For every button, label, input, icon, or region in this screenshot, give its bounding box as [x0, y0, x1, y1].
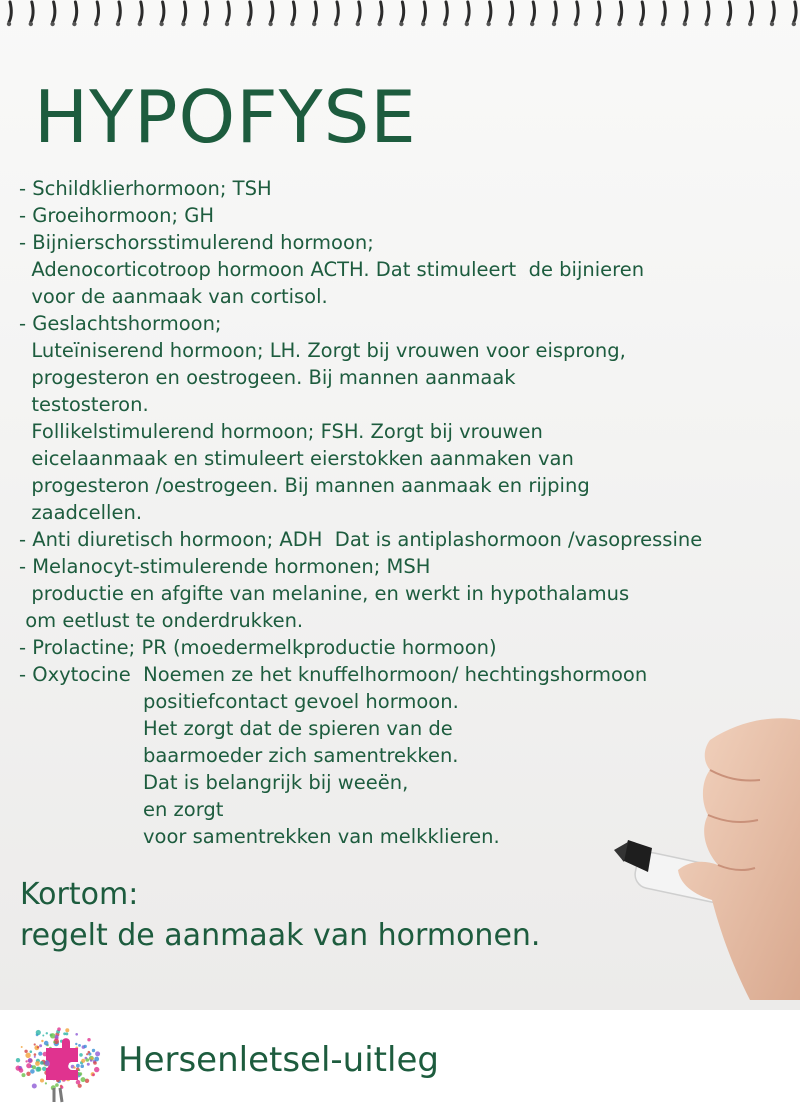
list-line: - Groeihormoon; GH	[19, 204, 214, 227]
list-line: positiefcontact gevoel hormoon.	[19, 690, 459, 713]
list-line: - Prolactine; PR (moedermelkproductie hormoon)	[19, 636, 497, 659]
list-line: voor samentrekken van melkklieren.	[19, 825, 500, 848]
hand-with-marker-icon	[600, 700, 800, 1000]
list-line: progesteron /oestrogeen. Bij mannen aanmaak en rijping	[19, 474, 590, 497]
list-line: - Melanocyt-stimulerende hormonen; MSH	[19, 555, 431, 578]
list-line: - Schildklierhormoon; TSH	[19, 177, 272, 200]
list-line: Adenocorticotroop hormoon ACTH. Dat stimuleert de bijnieren	[19, 258, 645, 281]
list-line: - Geslachtshormoon;	[19, 312, 222, 335]
list-line: baarmoeder zich samentrekken.	[19, 744, 459, 767]
brand-name: Hersenletsel-uitleg	[118, 1040, 439, 1080]
list-line: en zorgt	[19, 798, 224, 821]
list-line: Het zorgt dat de spieren van de	[19, 717, 453, 740]
list-line: eicelaanmaak en stimuleert eierstokken aanmaken van	[19, 447, 574, 470]
summary	[20, 874, 540, 956]
list-line: zaadcellen.	[19, 501, 143, 524]
summary-heading: Kortom:	[20, 877, 139, 912]
footer	[0, 1010, 800, 1106]
list-line: - Bijnierschorsstimulerend hormoon;	[19, 231, 374, 254]
spiral-binding-icon	[0, 0, 800, 28]
list-line: om eetlust te onderdrukken.	[19, 609, 304, 632]
summary-text: regelt de aanmaak van hormonen.	[20, 918, 541, 953]
list-line: Luteïniserend hormoon; LH. Zorgt bij vrouwen voor eisprong,	[19, 339, 626, 362]
list-line: progesteron en oestrogeen. Bij mannen aanmaak	[19, 366, 516, 389]
list-line: voor de aanmaak van cortisol.	[19, 285, 328, 308]
list-line: Dat is belangrijk bij weeën,	[19, 771, 409, 794]
list-line: Follikelstimulerend hormoon; FSH. Zorgt bij vrouwen	[19, 420, 543, 443]
list-line: productie en afgifte van melanine, en werkt in hypothalamus	[19, 582, 630, 605]
list-line: - Anti diuretisch hormoon; ADH Dat is antiplashormoon /vasopressine	[19, 528, 703, 551]
list-line: testosteron.	[19, 393, 149, 416]
list-line: - Oxytocine Noemen ze het knuffelhormoon/ hechtingshormoon	[19, 663, 648, 686]
page-title: HYPOFYSE	[34, 75, 417, 159]
brain-puzzle-logo-icon	[10, 1018, 106, 1104]
